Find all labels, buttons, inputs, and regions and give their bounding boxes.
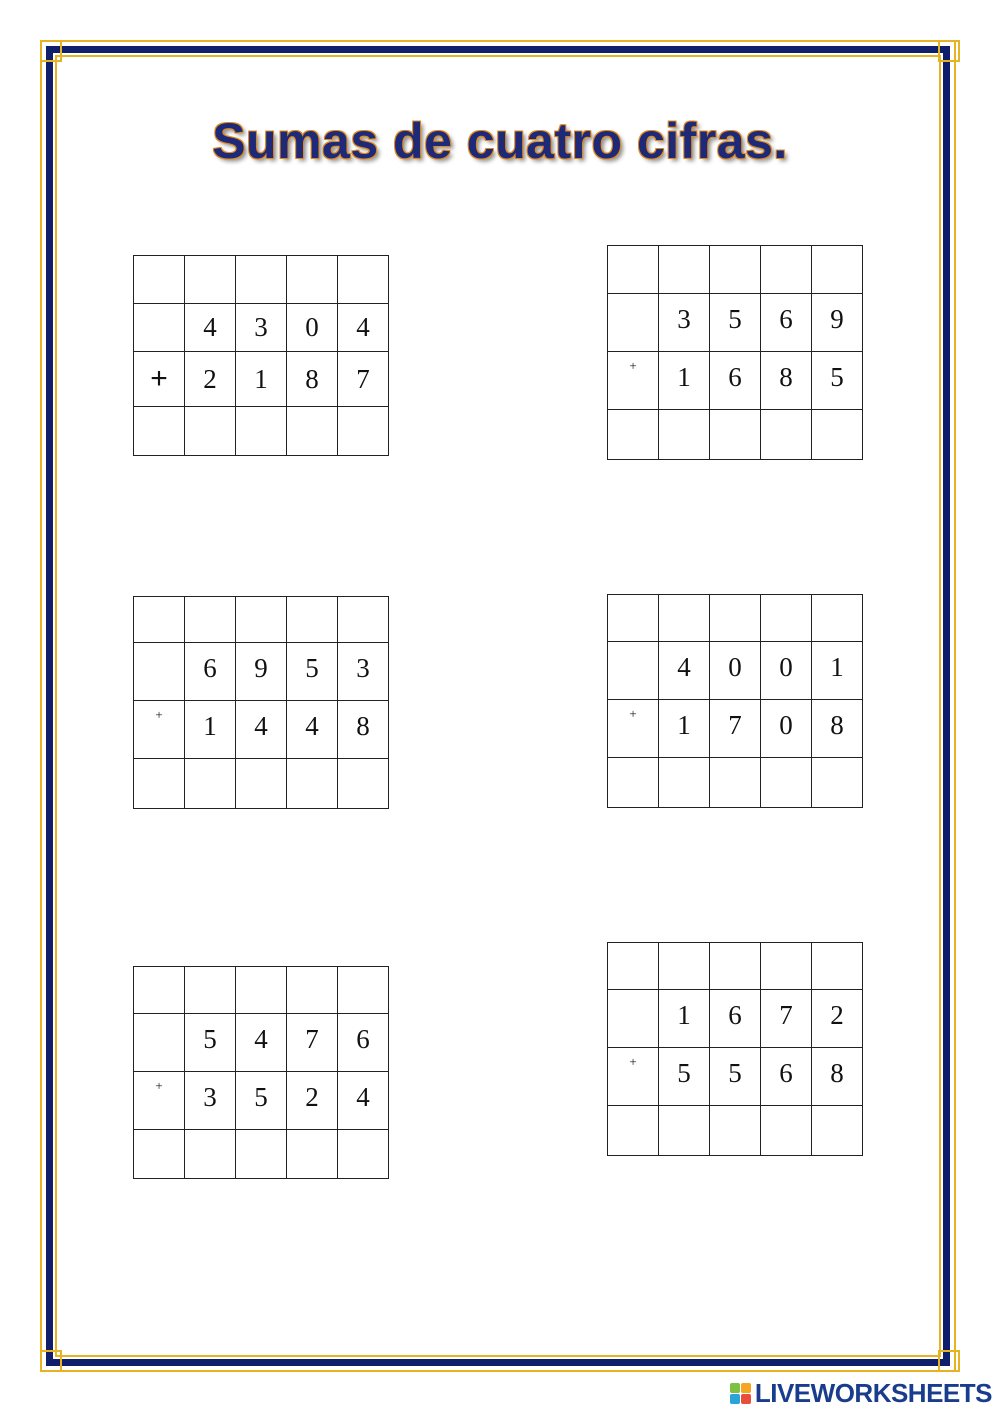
addend-digit: 4 [287, 701, 338, 759]
carry-cell[interactable] [659, 943, 710, 990]
answer-cell[interactable] [761, 1106, 812, 1156]
blank-cell [134, 643, 185, 701]
addend-digit: 5 [710, 294, 761, 352]
plus-sign: + [134, 352, 185, 407]
addend-digit: 4 [236, 1014, 287, 1072]
carry-cell[interactable] [608, 943, 659, 990]
addend-digit: 6 [710, 352, 761, 410]
answer-cell[interactable] [710, 758, 761, 808]
answer-cell[interactable] [812, 1106, 863, 1156]
carry-cell[interactable] [338, 967, 389, 1014]
blank-cell [134, 1014, 185, 1072]
liveworksheets-logo [730, 1378, 992, 1408]
addend-digit: 8 [812, 1048, 863, 1106]
answer-cell[interactable] [236, 1130, 287, 1179]
carry-cell[interactable] [761, 246, 812, 294]
addition-problem-2 [607, 245, 863, 460]
addend-digit: 6 [338, 1014, 389, 1072]
answer-cell[interactable] [134, 1130, 185, 1179]
addend-digit: 8 [812, 700, 863, 758]
carry-cell[interactable] [710, 943, 761, 990]
carry-cell[interactable] [761, 595, 812, 642]
addend-digit: 0 [710, 642, 761, 700]
answer-cell[interactable] [659, 1106, 710, 1156]
answer-cell[interactable] [338, 759, 389, 809]
answer-cell[interactable] [338, 407, 389, 456]
addend-digit: 9 [236, 643, 287, 701]
addend-digit: 8 [338, 701, 389, 759]
answer-cell[interactable] [761, 758, 812, 808]
carry-cell[interactable] [134, 597, 185, 643]
carry-cell[interactable] [659, 595, 710, 642]
addend-digit: 3 [185, 1072, 236, 1130]
addend-digit: 4 [338, 304, 389, 352]
carry-cell[interactable] [812, 943, 863, 990]
addend-digit: 3 [236, 304, 287, 352]
addend-digit: 5 [812, 352, 863, 410]
worksheet-title: Sumas de cuatro cifras. [212, 113, 788, 169]
addend-digit: 1 [185, 701, 236, 759]
blank-cell [608, 294, 659, 352]
blank-cell [608, 642, 659, 700]
answer-cell[interactable] [287, 759, 338, 809]
addend-digit: 7 [287, 1014, 338, 1072]
carry-cell[interactable] [659, 246, 710, 294]
addend-digit: 3 [338, 643, 389, 701]
plus-sign: + [608, 1048, 659, 1106]
addend-digit: 5 [287, 643, 338, 701]
blank-cell [608, 990, 659, 1048]
addend-digit: 1 [812, 642, 863, 700]
addend-digit: 6 [761, 294, 812, 352]
carry-cell[interactable] [710, 246, 761, 294]
answer-cell[interactable] [761, 410, 812, 460]
addend-digit: 2 [287, 1072, 338, 1130]
answer-cell[interactable] [185, 407, 236, 456]
carry-cell[interactable] [287, 256, 338, 304]
addend-digit: 8 [761, 352, 812, 410]
addend-digit: 5 [659, 1048, 710, 1106]
answer-cell[interactable] [659, 758, 710, 808]
addend-digit: 0 [287, 304, 338, 352]
addend-digit: 5 [185, 1014, 236, 1072]
carry-cell[interactable] [608, 246, 659, 294]
answer-cell[interactable] [608, 1106, 659, 1156]
answer-cell[interactable] [287, 407, 338, 456]
answer-cell[interactable] [812, 410, 863, 460]
addition-problem-6 [607, 942, 863, 1156]
plus-sign: + [608, 700, 659, 758]
carry-cell[interactable] [287, 597, 338, 643]
corner-ornament-top-left [40, 40, 62, 62]
corner-ornament-top-right [938, 40, 960, 62]
answer-cell[interactable] [134, 407, 185, 456]
answer-cell[interactable] [287, 1130, 338, 1179]
addition-problem-5 [133, 966, 389, 1179]
plus-sign: + [608, 352, 659, 410]
answer-cell[interactable] [710, 1106, 761, 1156]
addition-problem-4 [607, 594, 863, 808]
answer-cell[interactable] [236, 759, 287, 809]
carry-cell[interactable] [185, 256, 236, 304]
addend-digit: 0 [761, 642, 812, 700]
addend-digit: 3 [659, 294, 710, 352]
addend-digit: 4 [185, 304, 236, 352]
addend-digit: 4 [236, 701, 287, 759]
addend-digit: 1 [659, 700, 710, 758]
addend-digit: 4 [659, 642, 710, 700]
addend-digit: 6 [185, 643, 236, 701]
answer-cell[interactable] [608, 410, 659, 460]
carry-cell[interactable] [236, 967, 287, 1014]
addend-digit: 9 [812, 294, 863, 352]
carry-cell[interactable] [608, 595, 659, 642]
corner-ornament-bottom-right [938, 1350, 960, 1372]
addition-problem-1 [133, 255, 389, 456]
addend-digit: 2 [812, 990, 863, 1048]
carry-cell[interactable] [812, 595, 863, 642]
addend-digit: 7 [338, 352, 389, 407]
carry-cell[interactable] [185, 597, 236, 643]
answer-cell[interactable] [185, 1130, 236, 1179]
carry-cell[interactable] [338, 597, 389, 643]
carry-cell[interactable] [236, 256, 287, 304]
answer-cell[interactable] [185, 759, 236, 809]
carry-cell[interactable] [134, 256, 185, 304]
plus-sign: + [134, 701, 185, 759]
carry-cell[interactable] [134, 967, 185, 1014]
addend-digit: 1 [659, 990, 710, 1048]
addend-digit: 5 [710, 1048, 761, 1106]
carry-cell[interactable] [812, 246, 863, 294]
addition-problem-3 [133, 596, 389, 809]
answer-cell[interactable] [710, 410, 761, 460]
addend-digit: 6 [710, 990, 761, 1048]
answer-cell[interactable] [338, 1130, 389, 1179]
carry-cell[interactable] [338, 256, 389, 304]
liveworksheets-mark-icon [730, 1383, 751, 1404]
carry-cell[interactable] [185, 967, 236, 1014]
addend-digit: 5 [236, 1072, 287, 1130]
addend-digit: 7 [761, 990, 812, 1048]
addend-digit: 0 [761, 700, 812, 758]
answer-cell[interactable] [608, 758, 659, 808]
addend-digit: 2 [185, 352, 236, 407]
answer-cell[interactable] [659, 410, 710, 460]
answer-cell[interactable] [134, 759, 185, 809]
addend-digit: 6 [761, 1048, 812, 1106]
carry-cell[interactable] [710, 595, 761, 642]
liveworksheets-brand: LIVEWORKSHEETS [754, 1377, 992, 1408]
carry-cell[interactable] [236, 597, 287, 643]
plus-sign: + [134, 1072, 185, 1130]
addend-digit: 4 [338, 1072, 389, 1130]
answer-cell[interactable] [236, 407, 287, 456]
addend-digit: 1 [236, 352, 287, 407]
addend-digit: 8 [287, 352, 338, 407]
carry-cell[interactable] [287, 967, 338, 1014]
corner-ornament-bottom-left [40, 1350, 62, 1372]
addend-digit: 1 [659, 352, 710, 410]
carry-cell[interactable] [761, 943, 812, 990]
blank-cell [134, 304, 185, 352]
answer-cell[interactable] [812, 758, 863, 808]
addend-digit: 7 [710, 700, 761, 758]
